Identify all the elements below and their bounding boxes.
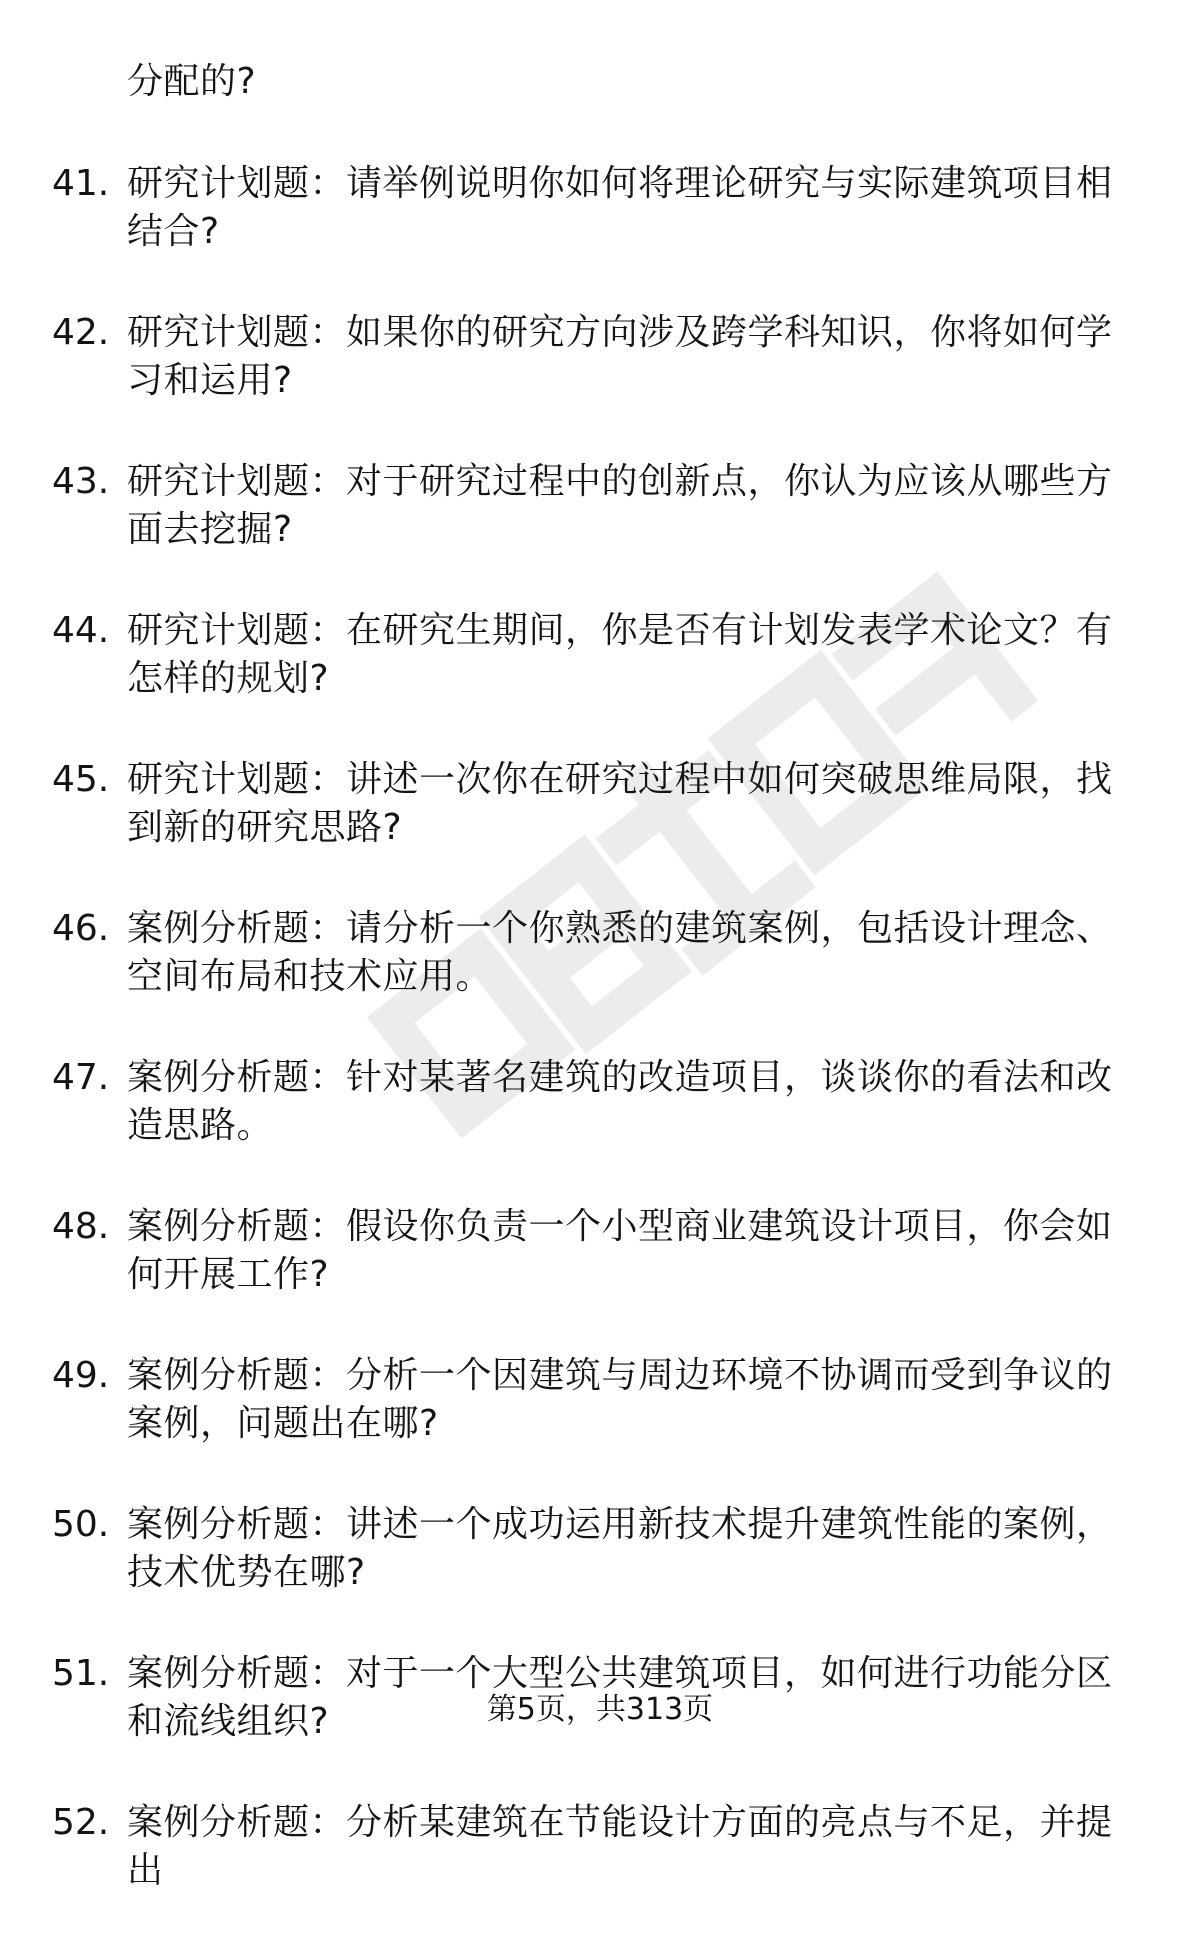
list-item	[0, 1501, 1200, 1597]
item-text: 研究计划题：如果你的研究方向涉及跨学科知识，你将如何学习和运用?	[127, 312, 1113, 401]
item-number: 46.	[52, 908, 110, 949]
list-item	[0, 458, 1200, 554]
list-item	[0, 905, 1200, 1001]
item-text: 研究计划题：对于研究过程中的创新点，你认为应该从哪些方面去挖掘?	[127, 461, 1113, 550]
item-number: 50.	[52, 1504, 110, 1545]
item-text: 案例分析题：分析一个因建筑与周边环境不协调而受到争议的案例，问题出在哪?	[127, 1355, 1113, 1444]
item-text: 研究计划题：讲述一次你在研究过程中如何突破思维局限，找到新的研究思路?	[127, 759, 1113, 848]
list-item	[0, 309, 1200, 405]
question-list	[0, 58, 1200, 1948]
item-text: 案例分析题：针对某著名建筑的改造项目，谈谈你的看法和改造思路。	[127, 1057, 1113, 1146]
item-number: 47.	[52, 1057, 110, 1098]
page-footer: 第5页，共313页	[486, 1692, 714, 1727]
item-number: 49.	[52, 1355, 110, 1396]
list-item	[0, 1352, 1200, 1448]
item-number: 43.	[52, 461, 110, 502]
item-number: 45.	[52, 759, 110, 800]
item-text: 案例分析题：请分析一个你熟悉的建筑案例，包括设计理念、空间布局和技术应用。	[127, 908, 1113, 997]
continued-item	[0, 58, 1200, 106]
item-number: 51.	[52, 1653, 110, 1694]
item-text: 案例分析题：假设你负责一个小型商业建筑设计项目，你会如何开展工作?	[127, 1206, 1113, 1295]
item-text: 案例分析题：对于一个大型公共建筑项目，如何进行功能分区和流线组织?	[127, 1653, 1113, 1742]
list-item	[0, 756, 1200, 852]
item-text: 研究计划题：在研究生期间，你是否有计划发表学术论文？有怎样的规划?	[127, 610, 1113, 699]
list-item	[0, 1203, 1200, 1299]
list-item	[0, 607, 1200, 703]
item-number: 42.	[52, 312, 110, 353]
item-text: 案例分析题：讲述一个成功运用新技术提升建筑性能的案例，技术优势在哪?	[127, 1504, 1113, 1593]
item-text: 案例分析题：分析某建筑在节能设计方面的亮点与不足，并提出	[127, 1802, 1113, 1891]
list-item	[0, 1054, 1200, 1150]
item-number: 48.	[52, 1206, 110, 1247]
item-number: 52.	[52, 1802, 110, 1843]
continued-text: 分配的?	[127, 61, 257, 102]
item-text: 研究计划题：请举例说明你如何将理论研究与实际建筑项目相结合?	[127, 163, 1113, 252]
list-item	[0, 160, 1200, 256]
list-item	[0, 1799, 1200, 1895]
item-number: 44.	[52, 610, 110, 651]
item-number: 41.	[52, 163, 110, 204]
